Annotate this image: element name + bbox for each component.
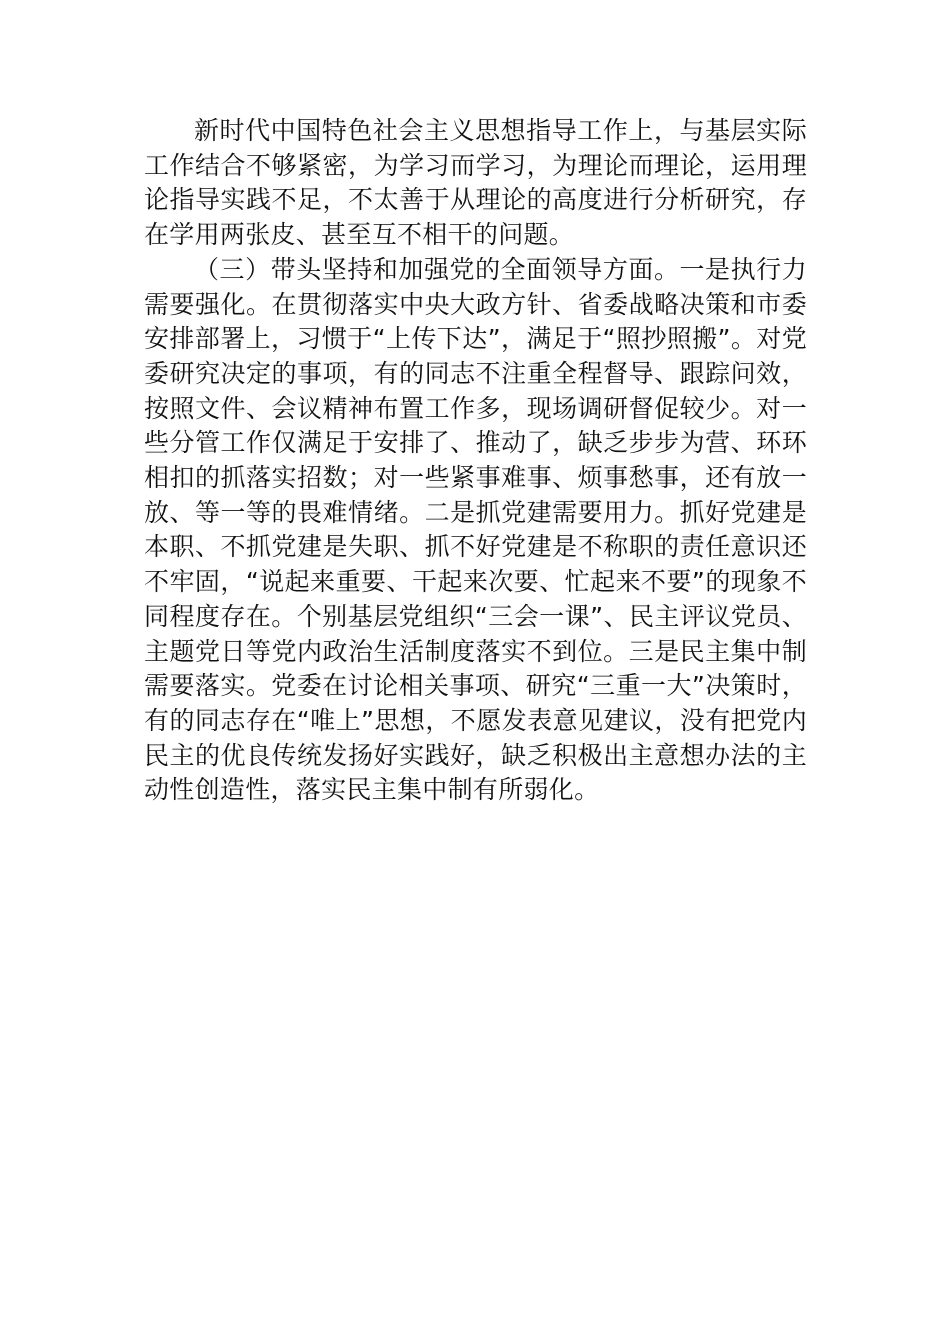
document-body [144,114,807,808]
paragraph-2: （三）带头坚持和加强党的全面领导方面。一是执行力需要强化。在贯彻落实中央大政方针、省委战略决策和市委安排部署上，习惯于“上传下达”，满足于“照抄照搬”。对党委研究决定的事项，有的同志不注重全程督导、跟踪问效，按照文件、会议精神布置工作多，现场调研督促较少。对一些分管工作仅满足于安排了、推动了，缺乏步步为营、环环相扣的抓落实招数；对一些紧事难事、烦事愁事，还有放一放、等一等的畏难情绪。二是抓党建需要用力。抓好党建是本职、不抓党建是失职、抓不好党建是不称职的责任意识还不牢固，“说起来重要、干起来次要、忙起来不要”的现象不同程度存在。个别基层党组织“三会一课”、民主评议党员、主题党日等党内政治生活制度落实不到位。三是民主集中制需要落实。党委在讨论相关事项、研究“三重一大”决策时，有的同志存在“唯上”思想，不愿发表意见建议，没有把党内民主的优良传统发扬好实践好，缺乏积极出主意想办法的主动性创造性，落实民主集中制有所弱化。 [144,254,807,805]
paragraph-1: 新时代中国特色社会主义思想指导工作上，与基层实际工作结合不够紧密，为学习而学习，为理论而理论，运用理论指导实践不足，不太善于从理论的高度进行分析研究，存在学用两张皮、甚至互不相干的问题。 [144,116,807,250]
